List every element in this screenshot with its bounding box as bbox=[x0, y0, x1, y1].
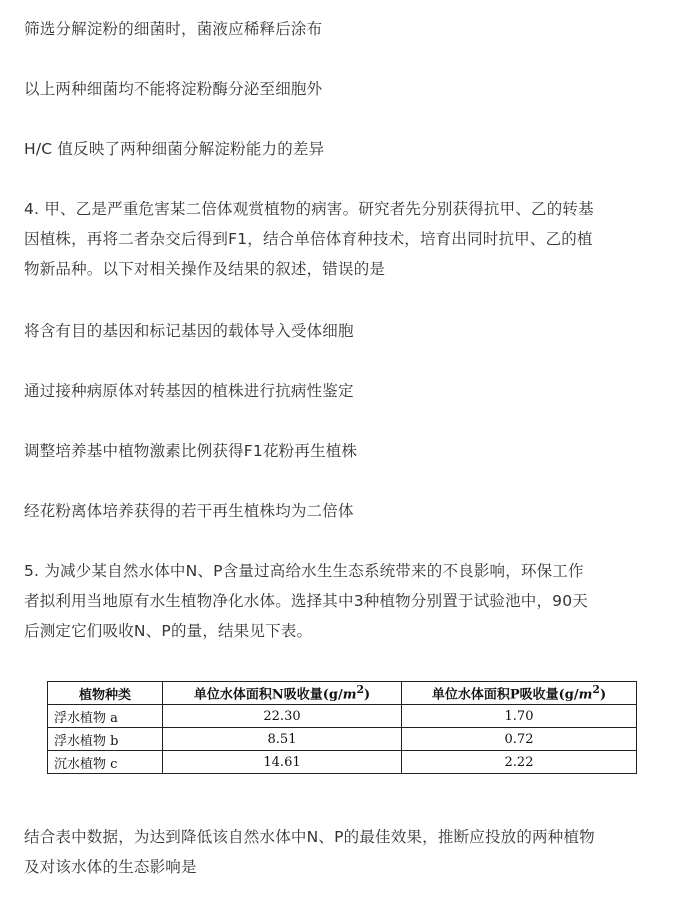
q4-stem-line: 4. 甲、乙是严重危害某二倍体观赏植物的病害。研究者先分别获得抗甲、乙的转基 bbox=[24, 200, 594, 218]
header-n-absorption bbox=[163, 682, 402, 705]
q5-stem-line: 5. 为减少某自然水体中N、P含量过高给水生生态系统带来的不良影响，环保工作 bbox=[24, 562, 584, 580]
header-close-paren: ) bbox=[599, 687, 607, 703]
table-row bbox=[48, 728, 637, 751]
table-row bbox=[48, 751, 637, 774]
q4-stem-line: 物新品种。以下对相关操作及结果的叙述，错误的是 bbox=[24, 260, 386, 278]
q4-stem bbox=[24, 194, 672, 284]
q5-stem-line: 后测定它们吸收N、P的量，结果见下表。 bbox=[24, 622, 313, 640]
q4-option-c: 调整培养基中植物激素比例获得F1花粉再生植株 bbox=[24, 442, 358, 460]
n-value: 22.30 bbox=[163, 705, 402, 728]
q3-option-text: 筛选分解淀粉的细菌时，菌液应稀释后涂布 bbox=[24, 20, 323, 38]
q5-followup-line: 结合表中数据，为达到降低该自然水体中N、P的最佳效果，推断应投放的两种植物 bbox=[24, 828, 595, 846]
header-p-text: 单位水体面积P吸收量(g/ bbox=[431, 687, 579, 703]
absorption-table bbox=[47, 681, 637, 774]
p-value: 0.72 bbox=[402, 728, 637, 751]
p-value: 2.22 bbox=[402, 751, 637, 774]
q5-followup bbox=[24, 822, 672, 882]
header-plant-type: 植物种类 bbox=[48, 682, 163, 705]
table-row bbox=[48, 705, 637, 728]
header-close-paren: ) bbox=[364, 687, 371, 703]
unit-exponent: 2 bbox=[356, 683, 365, 697]
q5-stem-line: 者拟利用当地原有水生植物净化水体。选择其中3种植物分别置于试验池中，90天 bbox=[24, 592, 588, 610]
q3-option-text: H/C 值反映了两种细菌分解淀粉能力的差异 bbox=[24, 140, 325, 158]
unit-m: m bbox=[578, 687, 593, 703]
header-p-absorption bbox=[402, 682, 637, 705]
q4-option-d: 经花粉离体培养获得的若干再生植株均为二倍体 bbox=[24, 502, 354, 520]
plant-name: 浮水植物 b bbox=[48, 728, 163, 751]
plant-name: 浮水植物 a bbox=[48, 705, 163, 728]
q5-followup-line: 及对该水体的生态影响是 bbox=[24, 858, 197, 876]
p-value: 1.70 bbox=[402, 705, 637, 728]
q4-stem-line: 因植株，再将二者杂交后得到F1，结合单倍体育种技术，培育出同时抗甲、乙的植 bbox=[24, 230, 593, 248]
header-n-text: 单位水体面积N吸收量(g/ bbox=[193, 687, 343, 703]
table-header-row bbox=[48, 682, 637, 705]
q5-stem bbox=[24, 556, 672, 646]
q4-option-b: 通过接种病原体对转基因的植株进行抗病性鉴定 bbox=[24, 382, 354, 400]
n-value: 14.61 bbox=[163, 751, 402, 774]
q3-option-text: 以上两种细菌均不能将淀粉酶分泌至细胞外 bbox=[24, 80, 323, 98]
unit-exponent: 2 bbox=[592, 683, 600, 697]
q4-option-a: 将含有目的基因和标记基因的载体导入受体细胞 bbox=[24, 322, 354, 340]
n-value: 8.51 bbox=[163, 728, 402, 751]
unit-m: m bbox=[342, 687, 357, 703]
plant-name: 沉水植物 c bbox=[48, 751, 163, 774]
